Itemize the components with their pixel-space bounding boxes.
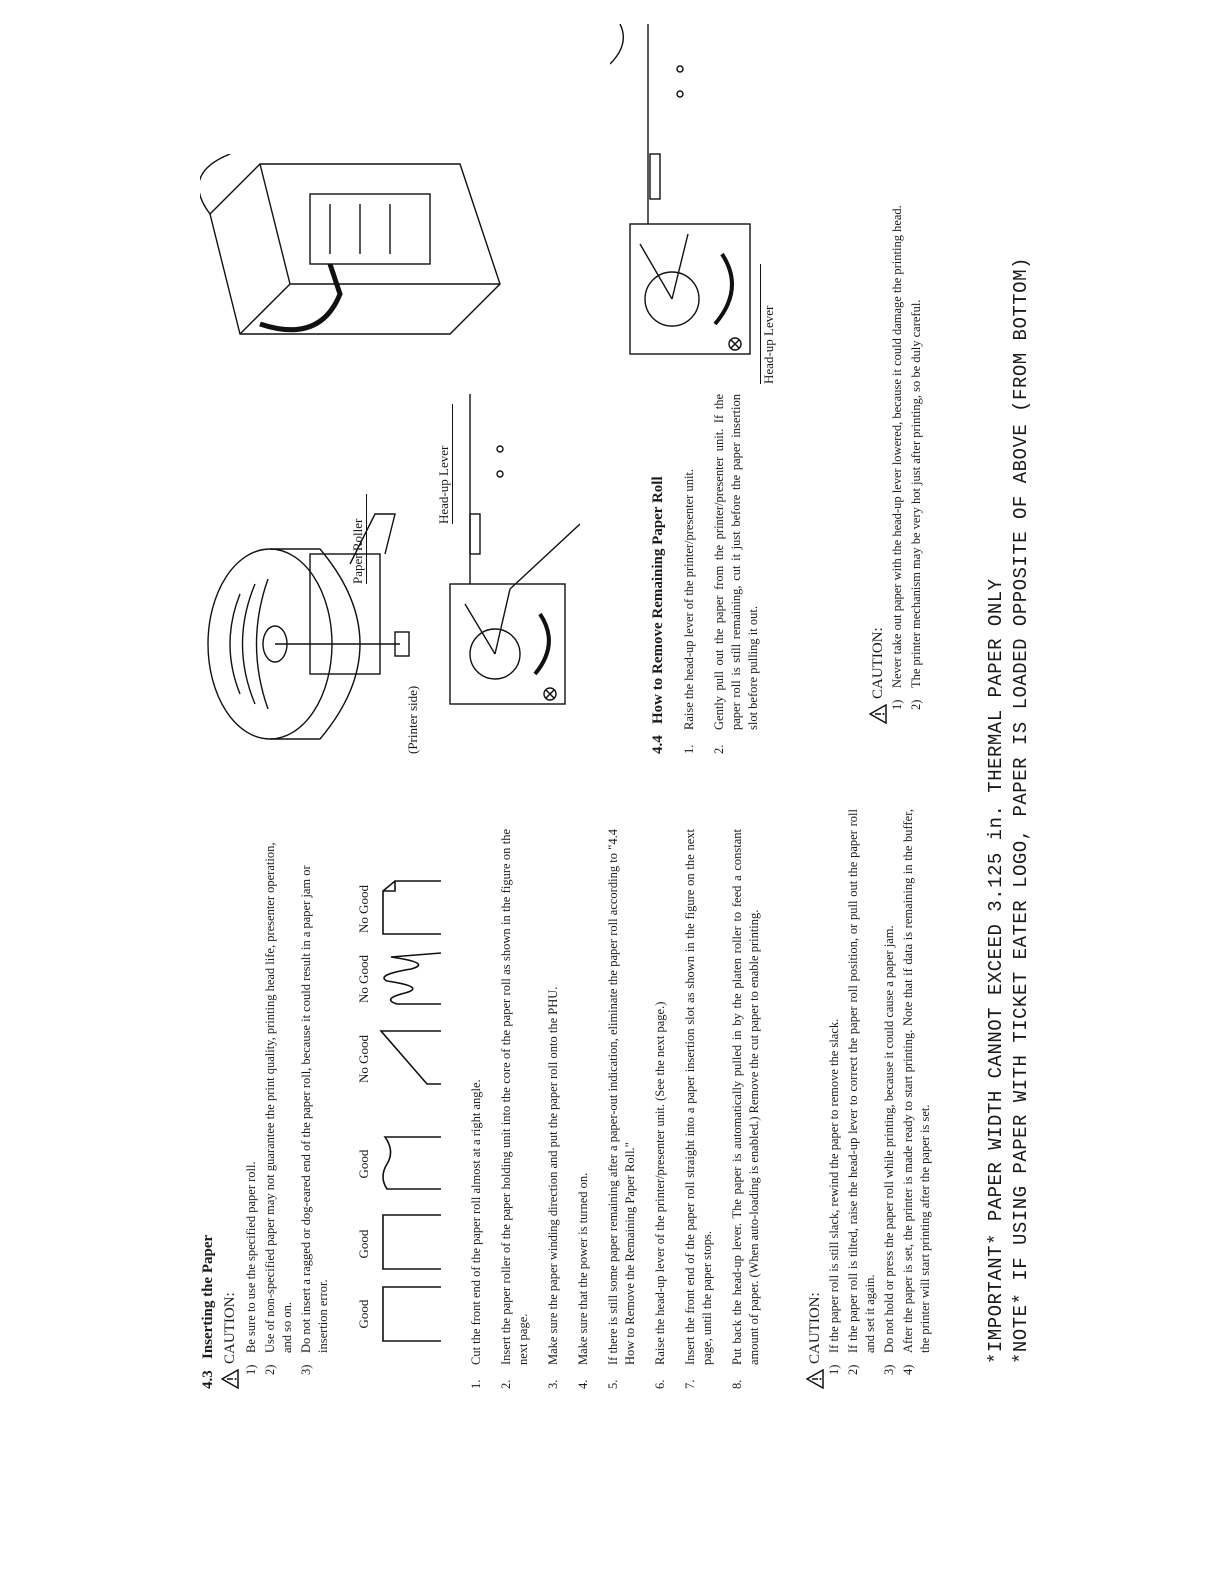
list-item (900, 809, 934, 1375)
item-text: After the paper is set, the printer is made ready to start printing. Note that if data is remaining in the buffer, the printer will start printing after the paper is set. (901, 809, 932, 1353)
step-number: 1. (469, 1379, 483, 1389)
cut-label-good-1: Good (356, 1299, 371, 1329)
head-up-lever-drawing (440, 394, 580, 724)
cut-shape-good-3 (383, 1137, 441, 1189)
step-number: 6. (653, 1379, 667, 1389)
ticket-eater-note: *NOTE* IF USING PAPER WITH TICKET EATER LOGO, PAPER IS LOADED OPPOSITE OF ABOVE (FROM BOTTOM) (1010, 257, 1032, 1364)
insert-steps-list (468, 829, 776, 1389)
section-number: 4.4 (650, 735, 666, 754)
step-item (575, 829, 592, 1389)
cut-shape-no-good-3 (383, 881, 441, 934)
remove-steps-list (681, 394, 762, 754)
caution-label-3: CAUTION: (869, 627, 886, 699)
paper-roller-label: Paper Roller (350, 494, 367, 584)
step-number: 7. (683, 1379, 697, 1389)
warning-triangle-icon (869, 704, 887, 724)
head-up-lever-figure-2 (610, 24, 780, 384)
step-text: Insert the front end of the paper roll straight into a paper insertion slot as shown in the figure on the next page, until the paper stops. (683, 829, 714, 1365)
step-text: Insert the paper roller of the paper holding unit into the core of the paper roll as shown in the figure on the next page. (499, 829, 530, 1365)
step-item (682, 829, 716, 1389)
item-text: If the paper roll is still slack, rewind the paper to remove the slack. (827, 1018, 841, 1353)
list-item (243, 829, 260, 1375)
cut-label-good-2: Good (356, 1229, 371, 1259)
caution-heading-2 (806, 809, 824, 1389)
step-number: 1. (682, 744, 696, 754)
step-item (681, 394, 698, 754)
paper-cut-shapes (377, 869, 443, 1349)
item-number: 2) (263, 1364, 277, 1375)
step-text: If there is still some paper remaining after a paper-out indication, eliminate the paper roll according to "4.4 How to Remove the Remaining Paper Roll." (606, 829, 637, 1365)
caution-3-list (889, 24, 925, 724)
item-text: Use of non-specified paper may not guarantee the print quality, printing head life, presenter operation, and so on. (263, 842, 294, 1353)
head-up-lever-label: Head-up Lever (436, 404, 453, 524)
section-title: How to Remove Remaining Paper Roll (650, 476, 666, 724)
list-item (889, 24, 906, 710)
step-text: Cut the front end of the paper roll almost at a right angle. (469, 1079, 483, 1365)
step-item (652, 829, 669, 1389)
section-4-3-heading (200, 829, 217, 1389)
step-text: Make sure that the power is turned on. (576, 1172, 590, 1365)
step-text: Put back the head-up lever. The paper is automatically pulled in by the platen roller to feed a constant amount of paper. (When auto-loading is enabled.) Remove the cut paper to enable printing. (730, 829, 761, 1365)
caution-label-2: CAUTION: (806, 1292, 823, 1364)
step-item (468, 829, 485, 1389)
section-4-4-caution (865, 24, 927, 724)
caution-heading-3 (869, 24, 887, 724)
item-number: 3) (299, 1364, 313, 1375)
item-number: 2) (909, 699, 923, 710)
item-text: Never take out paper with the head-up lever lowered, because it could damage the printing head. (890, 205, 904, 688)
list-item (908, 24, 925, 710)
item-text: Do not insert a ragged or dog-eared end of the paper roll, because it could result in a paper jam or insertion error. (299, 865, 330, 1353)
caution-list (243, 829, 332, 1389)
item-number: 1) (827, 1364, 841, 1375)
printer-unit-figure (200, 154, 520, 354)
step-item (729, 829, 763, 1389)
paper-cut-examples-figure (355, 884, 445, 1349)
item-number: 1) (244, 1364, 258, 1375)
step-number: 5. (606, 1379, 620, 1389)
caution-2-list (826, 809, 934, 1389)
step-text: Raise the head-up lever of the printer/presenter unit. (See the next page.) (653, 1001, 667, 1365)
step-item (545, 829, 562, 1389)
caution-2-block (802, 809, 936, 1389)
cut-shape-good-1 (383, 1287, 441, 1341)
list-item (826, 809, 843, 1375)
cut-shape-good-2 (383, 1215, 441, 1269)
paper-roll-figure (200, 494, 430, 754)
warning-triangle-icon (221, 1369, 239, 1389)
head-up-lever-drawing-2 (610, 24, 780, 384)
cut-label-no-good-1: No Good (356, 1034, 371, 1084)
item-number: 3) (882, 1364, 896, 1375)
important-note: *IMPORTANT* PAPER WIDTH CANNOT EXCEED 3.125 in. THERMAL PAPER ONLY (985, 578, 1007, 1364)
item-number: 2) (846, 1364, 860, 1375)
caution-label: CAUTION: (221, 1292, 238, 1364)
list-item (881, 809, 898, 1375)
step-number: 4. (576, 1379, 590, 1389)
step-item (711, 394, 762, 754)
item-number: 1) (890, 699, 904, 710)
step-text: Gently pull out the paper from the printer/presenter unit. If the paper roll is still remaining, cut it just before the paper insertion slot before pulling it out. (712, 394, 760, 730)
head-up-lever-figure (436, 394, 580, 724)
step-item (605, 829, 639, 1389)
caution-heading (221, 829, 239, 1389)
step-text: Make sure the paper winding direction and put the paper roll onto the PHU. (546, 986, 560, 1365)
cut-shape-no-good-2 (384, 953, 441, 1004)
item-number: 4) (901, 1364, 915, 1375)
item-text: If the paper roll is tilted, raise the head-up lever to correct the paper roll position, or pull out the paper roll and set it again. (846, 809, 877, 1353)
head-up-lever-label-2: Head-up Lever (760, 264, 777, 384)
step-number: 2. (712, 744, 726, 754)
section-number: 4.3 (200, 1370, 216, 1389)
section-4-4 (650, 394, 775, 754)
step-number: 2. (499, 1379, 513, 1389)
paper-roll-drawing (200, 494, 430, 754)
section-title: Inserting the Paper (200, 1234, 216, 1359)
cut-shape-no-good-1 (381, 1031, 441, 1084)
list-item (262, 829, 296, 1375)
printer-side-label: (Printer side) (405, 685, 420, 754)
item-text: Do not hold or press the paper roll while printing, because it could cause a paper jam. (882, 925, 896, 1353)
section-4-4-heading (650, 394, 667, 754)
item-text: The printer mechanism may be very hot just after printing, so be duly careful. (909, 299, 923, 688)
printer-unit-drawing (200, 154, 520, 354)
list-item (845, 809, 879, 1375)
step-text: Raise the head-up lever of the printer/presenter unit. (682, 468, 696, 730)
warning-triangle-icon (806, 1369, 824, 1389)
step-number: 8. (730, 1379, 744, 1389)
cut-label-no-good-3: No Good (356, 884, 371, 934)
step-item (498, 829, 532, 1389)
cut-label-no-good-2: No Good (356, 954, 371, 1004)
step-number: 3. (546, 1379, 560, 1389)
cut-label-good-3: Good (356, 1149, 371, 1179)
list-item (298, 829, 332, 1375)
item-text: Be sure to use the specified paper roll. (244, 1161, 258, 1353)
section-4-3 (200, 809, 932, 1389)
